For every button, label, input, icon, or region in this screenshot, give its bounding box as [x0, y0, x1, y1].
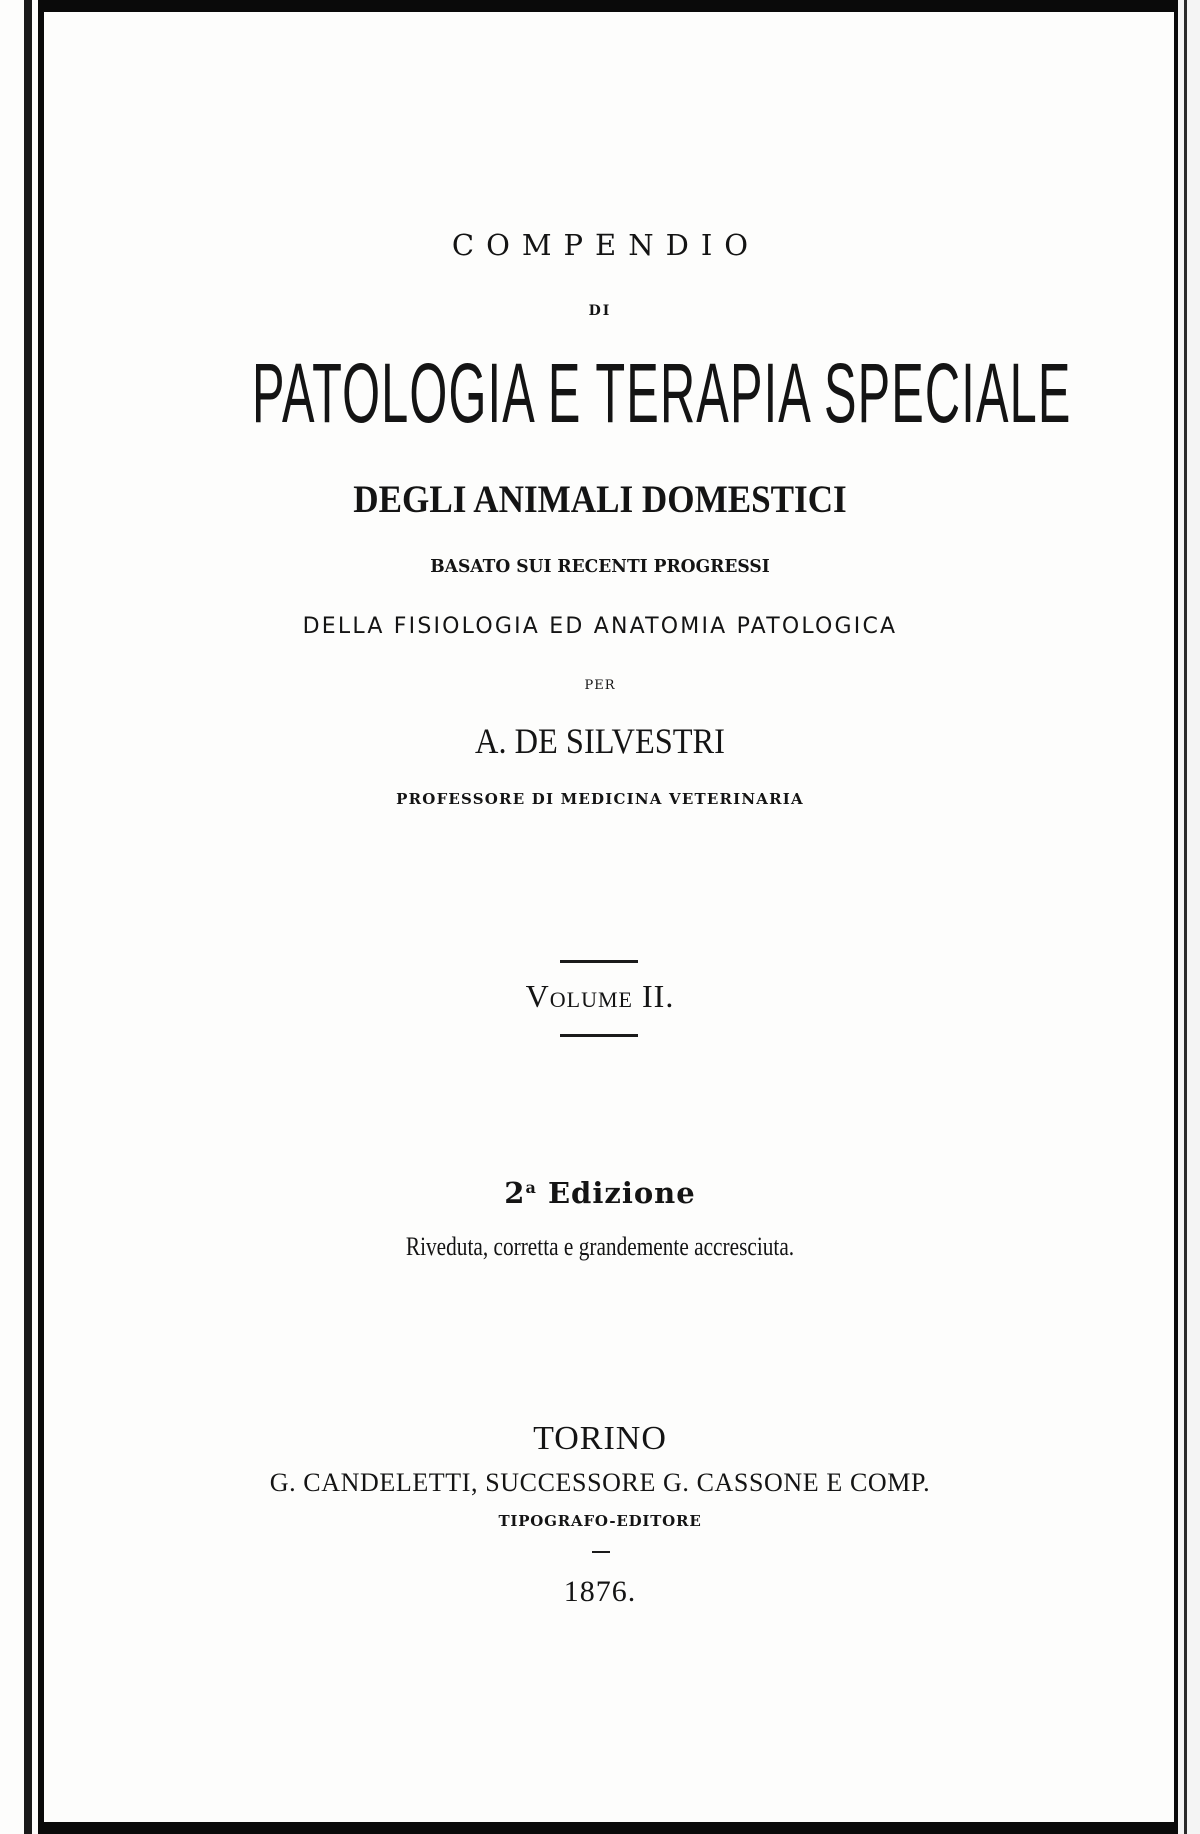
book-spine-shadow: [24, 0, 32, 1834]
edition-label: [0, 1176, 1200, 1210]
left-page-edge: [0, 0, 38, 1834]
edition-word: Edizione: [547, 1176, 696, 1210]
edition-note: Riveduta, corretta e grandemente accresciuta.: [405, 1232, 795, 1261]
volume-number: II.: [642, 978, 675, 1014]
basato-line: BASATO SUI RECENTI PROGRESSI: [430, 556, 770, 577]
right-page-edge: [1178, 0, 1200, 1834]
per-connector: PER: [584, 678, 616, 693]
di-connector: DI: [588, 303, 612, 319]
compendio-heading: COMPENDIO: [451, 228, 761, 262]
publication-year: 1876.: [563, 1575, 637, 1608]
author-title: PROFESSORE DI MEDICINA VETERINARIA: [396, 790, 804, 808]
main-title: PATOLOGIA E TERAPIA SPECIALE: [252, 346, 1072, 440]
right-edge-shadow: [1184, 0, 1187, 1834]
subtitle: DEGLI ANIMALI DOMESTICI: [353, 478, 847, 521]
fisiologia-line: DELLA FISIOLOGIA ED ANATOMIA PATOLOGICA: [302, 614, 898, 639]
volume-rule-bottom: [560, 1034, 638, 1037]
publisher-name: G. CANDELETTI, SUCCESSORE G. CASSONE E COMP.: [269, 1468, 931, 1497]
edition-superscript: a: [525, 1178, 537, 1197]
volume-label: [0, 978, 1200, 1015]
edition-number: 2: [504, 1176, 526, 1210]
author-name: A. DE SILVESTRI: [475, 721, 725, 761]
publication-city: TORINO: [533, 1420, 667, 1457]
publisher-role: TIPOGRAFO-EDITORE: [498, 1512, 702, 1530]
volume-word: Volume: [525, 978, 633, 1014]
imprint-dash: [592, 1551, 610, 1553]
volume-rule-top: [560, 960, 638, 963]
